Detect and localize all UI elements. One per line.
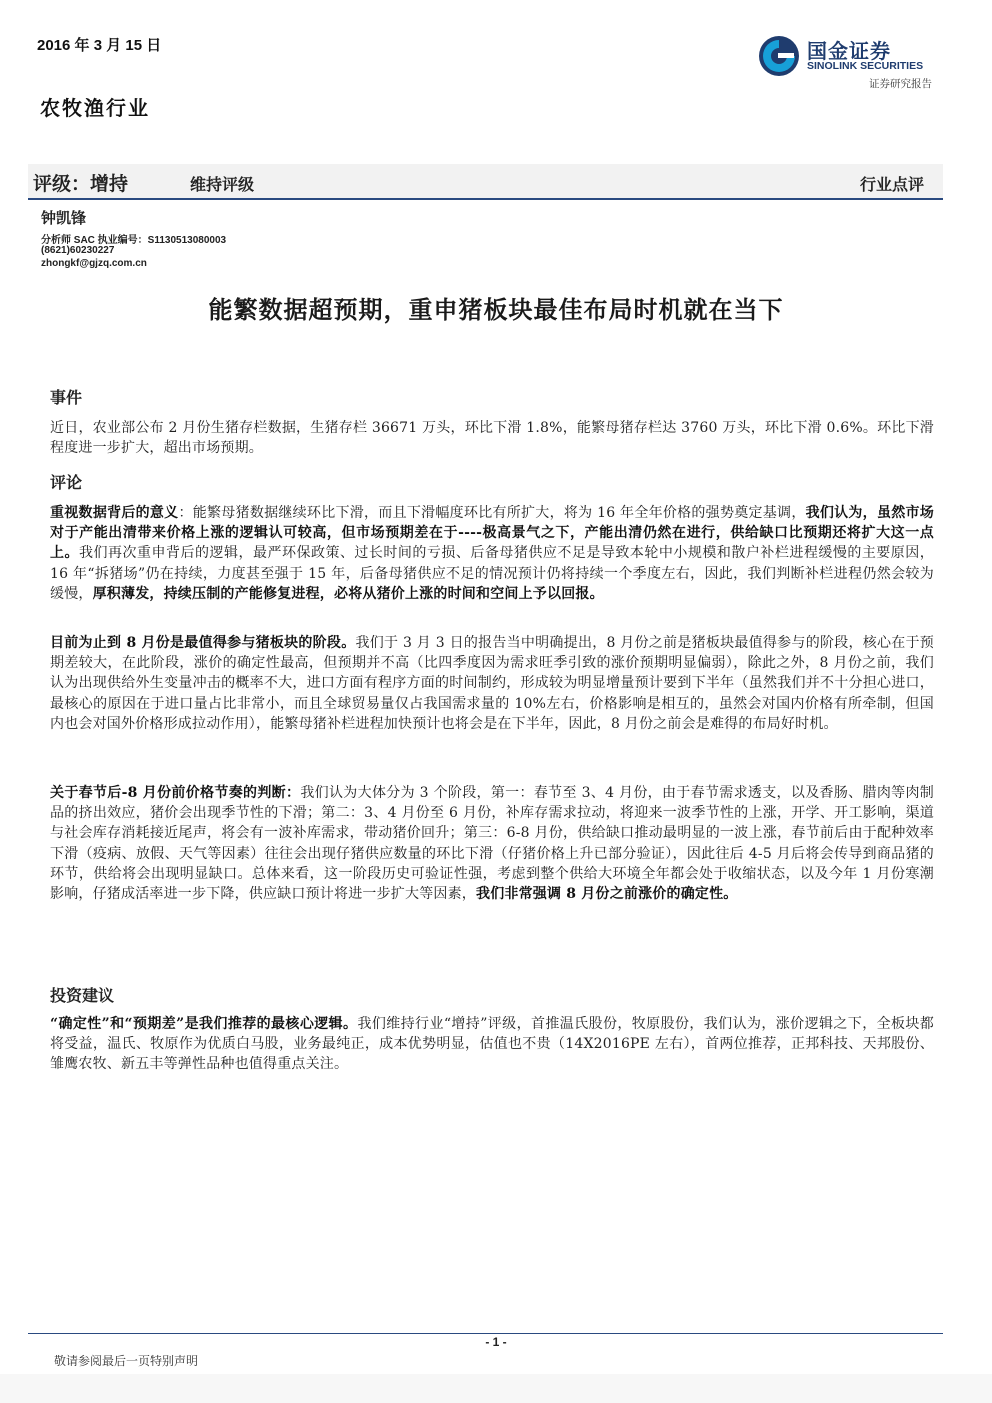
p3-bold-1: 关于春节后-8 月份前价格节奏的判断： bbox=[50, 785, 301, 801]
comment-paragraph-3 bbox=[50, 783, 934, 904]
analyst-email[interactable]: zhongkf@gjzq.com.cn bbox=[41, 258, 147, 269]
report-title: 能繁数据超预期，重申猪板块最佳布局时机就在当下 bbox=[208, 295, 784, 324]
p4-bold-1: “确定性”和“预期差”是我们推荐的最核心逻辑。 bbox=[50, 1016, 358, 1032]
analyst-license: 分析师 SAC 执业编号：S1130513080003 bbox=[41, 235, 227, 246]
rating-action: 维持评级 bbox=[190, 175, 255, 194]
report-date: 2016 年 3 月 15 日 bbox=[37, 37, 162, 54]
p3-bold-2: 我们非常强调 8 月份之前涨价的确定性。 bbox=[476, 886, 738, 903]
event-paragraph: 近日，农业部公布 2 月份生猪存栏数据，生猪存栏 36671 万头，环比下滑 1.8%，能繁母猪存栏达 3760 万头，环比下滑 0.6%。环比下滑程度进一步扩大，超出市场预期。 bbox=[50, 420, 934, 457]
p1-text-2: 我们再次重申背后的逻辑，最严环保政策、过长时间的亏损、后备母猪供应不足是导致本轮中小规模和散户补栏进程缓慢的主要原因，16 年“拆猪场”仍在持续，力度甚至强于 15 年，后备母猪供应不足的情况预计仍将持续一个季度左右，因此，我们判断补栏进程仍然会较为缓慢， bbox=[50, 545, 934, 602]
investment-paragraph bbox=[50, 1014, 934, 1075]
logo-english-name: SINOLINK SECURITIES bbox=[807, 60, 924, 72]
footer-disclaimer: 敬请参阅最后一页特别声明 bbox=[54, 1354, 199, 1368]
comment-paragraph-2 bbox=[50, 633, 934, 734]
event-heading: 事件 bbox=[50, 388, 83, 407]
p3-text-1: 我们认为大体分为 3 个阶段，第一：春节至 3、4 月份，由于春节需求透支，以及香肠、腊肉等肉制品的挤出效应，猪价会出现季节性的下滑；第二：3、4 月份至 6 月份，补库存需求拉动，将迎来一波季节性的上涨，开学、开工影响，渠道与社会库存消耗接近尾声，将会有一波补库需求，带动猪价回升；第三：6-8 月份，供给缺口推动最明显的一波上涨，春节前后由于配种效率下滑（疫病、放假、天气等因素）往往会出现仔猪供应数量的环比下滑（仔猪价格上升已部分验证），因此往后 4-5 月后将会传导到商品猪的环节，供给将会出现明显缺口。总体来看，这一阶段历史可验证性强，考虑到整个供给大环境全年都会处于收缩状态，以及今年 1 月份寒潮影响，仔猪成活率进一步下降，供应缺口预计将进一步扩大等因素， bbox=[50, 785, 934, 903]
sector-title: 农牧渔行业 bbox=[40, 96, 150, 120]
investment-heading: 投资建议 bbox=[50, 986, 115, 1005]
rating-bar bbox=[28, 164, 943, 200]
p1-bold-2: 我们认为，虽然市场对于产能出清带来价格上涨的逻辑认可较高，但市场预期差在于----极高景气之下，产能出清仍然在进行，供给缺口比预期还将扩大这一点上。 bbox=[50, 505, 934, 562]
p4-text-1: 我们维持行业“增持”评级，首推温氏股份，牧原股份，我们认为，涨价逻辑之下，全板块都将受益，温氏、牧原作为优质白马股，业务最纯正，成本优势明显，估值也不贵（14X2016PE 左右），首两位推荐，正邦科技、天邦股份、雏鹰农牧、新五丰等弹性品种也值得重点关注。 bbox=[50, 1016, 934, 1073]
page-number: - 1 - bbox=[485, 1335, 507, 1349]
comment-heading: 评论 bbox=[50, 473, 83, 492]
footer-band bbox=[0, 1374, 992, 1403]
p1-bold-1: 重视数据背后的意义 bbox=[50, 505, 179, 521]
analyst-phone: (8621)60230227 bbox=[41, 245, 115, 256]
report-type: 行业点评 bbox=[860, 175, 925, 194]
analyst-name: 钟凯锋 bbox=[41, 209, 87, 227]
logo-chinese-name: 国金证券 bbox=[807, 39, 891, 63]
p1-text-1: ：能繁母猪数据继续环比下滑，而且下滑幅度环比有所扩大，将为 16 年全年价格的强势奠定基调， bbox=[178, 505, 806, 521]
comment-paragraph-1 bbox=[50, 503, 934, 604]
sinolink-logo-icon bbox=[757, 34, 801, 78]
p1-bold-3: 厚积薄发，持续压制的产能修复进程，必将从猪价上涨的时间和空间上予以回报。 bbox=[92, 585, 604, 602]
p2-text-1: 我们于 3 月 3 日的报告当中明确提出，8 月份之前是猪板块最值得参与的阶段，核心在于预期差较大，在此阶段，涨价的确定性最高，但预期并不高（比四季度因为需求旺季引致的涨价预期明显偏弱），除此之外，8 月份之前，我们认为出现供给外生变量冲击的概率不大，进口方面有程序方面的时间制约，形成较为明显增量预计要到下半年（虽然我们并不十分担心进口，最核心的原因在于进口量占比非常小，而且全球贸易量仅占我国需求量的 10%左右，价格影响是相互的，虽然会对国内价格有所牵制，但国内也会对国外价格形成拉动作用），能繁母猪补栏进程加快预计也将会是在下半年，因此，8 月份之前会是难得的布局好时机。 bbox=[50, 635, 934, 732]
rating-label: 评级：增持 bbox=[33, 173, 129, 195]
report-category: 证券研究报告 bbox=[869, 78, 932, 90]
footer-divider bbox=[28, 1333, 943, 1334]
p2-bold-1: 目前为止到 8 月份是最值得参与猪板块的阶段。 bbox=[50, 635, 356, 651]
